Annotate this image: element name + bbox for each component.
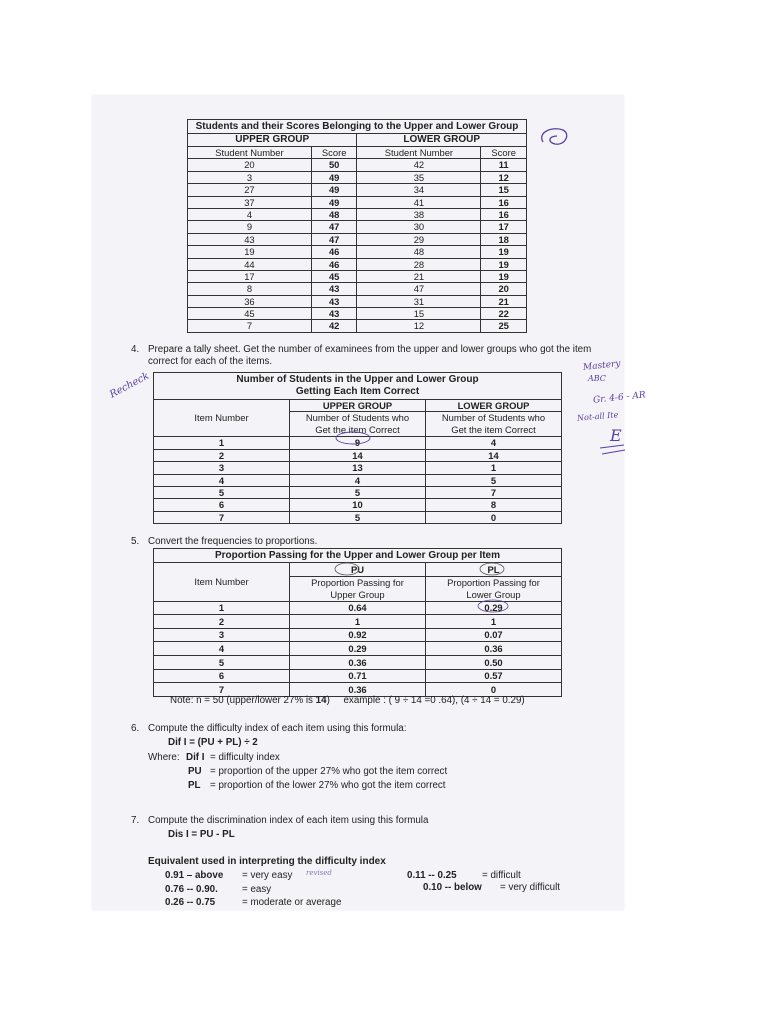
count-row-cell: 2 xyxy=(154,449,290,461)
score-row-cell: 47 xyxy=(311,221,357,233)
count-row-cell: 1 xyxy=(426,462,562,474)
note-example: example : ( 9 ÷ 14 =0 .64), (4 ÷ 14 = 0.29) xyxy=(343,695,525,706)
handwritten-note: Not-all Ite xyxy=(576,410,619,423)
score-row-cell: 45 xyxy=(188,308,312,320)
score-row-cell: 8 xyxy=(188,283,312,295)
score-row-cell: 41 xyxy=(357,196,481,208)
proportion-row-cell: 0.50 xyxy=(426,655,562,669)
score-row xyxy=(188,208,527,220)
score-row-cell: 31 xyxy=(357,295,481,307)
score-row-cell: 11 xyxy=(481,159,527,171)
proportion-row-cell: 7 xyxy=(154,683,290,697)
score-row-cell: 28 xyxy=(357,258,481,270)
def1-text: = difficulty index xyxy=(210,752,280,763)
upper-score-col: Score xyxy=(311,147,357,159)
count-row-cell: 1 xyxy=(154,437,290,449)
lower-group-header: LOWER GROUP xyxy=(426,400,562,412)
equiv-left-meaning-3: = moderate or average xyxy=(242,897,342,908)
score-row-cell: 19 xyxy=(481,246,527,258)
count-row xyxy=(154,449,562,461)
score-row xyxy=(188,233,527,245)
scores-table-title: Students and their Scores Belonging to the Upper and Lower Group xyxy=(188,120,527,134)
score-row-cell: 4 xyxy=(188,208,312,220)
score-row-cell: 42 xyxy=(311,320,357,332)
equiv-right-meaning-1: = difficult xyxy=(482,870,521,881)
pu-header: PU xyxy=(290,563,426,577)
proportion-row-cell: 0.07 xyxy=(426,628,562,642)
score-row-cell: 20 xyxy=(188,159,312,171)
upper-group-header: UPPER GROUP xyxy=(290,400,426,412)
score-row-cell: 36 xyxy=(188,295,312,307)
score-row-cell: 47 xyxy=(357,283,481,295)
score-row-cell: 43 xyxy=(188,233,312,245)
handwritten-circle-029 xyxy=(475,598,511,614)
score-row-cell: 45 xyxy=(311,270,357,282)
note-line xyxy=(170,695,525,706)
handwritten-circle-9 xyxy=(333,430,373,446)
proportion-row-cell: 3 xyxy=(154,628,290,642)
score-row-cell: 48 xyxy=(357,246,481,258)
handwritten-very-easy-note: revised xyxy=(306,869,332,877)
equiv-left-meaning-1: = very easy xyxy=(242,870,293,881)
lower-sub-line2: Get the item Correct xyxy=(451,424,536,436)
proportion-row-cell: 5 xyxy=(154,655,290,669)
step7-number: 7. xyxy=(131,815,140,826)
score-row-cell: 49 xyxy=(311,171,357,183)
handwritten-recheck: Recheck xyxy=(107,370,152,401)
step5-number: 5. xyxy=(131,536,140,547)
count-row-cell: 6 xyxy=(154,499,290,511)
proportion-row-cell: 1 xyxy=(154,601,290,615)
proportion-row-cell: 0.36 xyxy=(290,655,426,669)
handwritten-underline-strokes xyxy=(598,444,628,456)
score-row-cell: 37 xyxy=(188,196,312,208)
def2-term: PU xyxy=(188,766,202,777)
score-row-cell: 20 xyxy=(481,283,527,295)
proportion-row-cell: 0.29 xyxy=(290,642,426,656)
score-row-cell: 44 xyxy=(188,258,312,270)
proportion-row-cell: 0.29 xyxy=(426,601,562,615)
proportion-row xyxy=(154,642,562,656)
score-row-cell: 43 xyxy=(311,283,357,295)
correct-count-title-line2: Getting Each Item Correct xyxy=(295,386,420,397)
score-row xyxy=(188,295,527,307)
score-row-cell: 29 xyxy=(357,233,481,245)
lower-prop-line2: Lower Group xyxy=(466,588,521,600)
score-row-cell: 7 xyxy=(188,320,312,332)
score-row xyxy=(188,171,527,183)
count-row-cell: 7 xyxy=(154,511,290,523)
proportion-row-cell: 0.71 xyxy=(290,669,426,683)
upper-sub-line1: Number of Students who xyxy=(305,412,410,424)
where-label: Where: xyxy=(148,752,180,763)
score-row-cell: 46 xyxy=(311,258,357,270)
proportion-title: Proportion Passing for the Upper and Lower Group per Item xyxy=(154,549,562,563)
proportion-row-cell: 0.36 xyxy=(290,683,426,697)
correct-count-title xyxy=(154,373,562,400)
proportion-row-cell: 1 xyxy=(290,615,426,629)
score-row xyxy=(188,196,527,208)
lower-sub-header xyxy=(426,412,562,437)
score-row xyxy=(188,184,527,196)
score-row-cell: 46 xyxy=(311,246,357,258)
handwritten-e: E xyxy=(610,426,622,445)
proportion-row-cell: 0.57 xyxy=(426,669,562,683)
proportion-row-cell: 2 xyxy=(154,615,290,629)
note-prefix: Note: n = 50 (upper/lower 27% is xyxy=(170,695,316,706)
count-row-cell: 0 xyxy=(426,511,562,523)
score-row-cell: 9 xyxy=(188,221,312,233)
lower-group-header: LOWER GROUP xyxy=(357,134,527,147)
count-row-cell: 5 xyxy=(426,474,562,486)
count-row-cell: 9 xyxy=(290,437,426,449)
score-row-cell: 25 xyxy=(481,320,527,332)
step4-line2: correct for each of the items. xyxy=(148,356,273,367)
step4-number: 4. xyxy=(131,344,140,355)
note-bold: 14 xyxy=(315,695,327,706)
count-row xyxy=(154,511,562,523)
score-row-cell: 49 xyxy=(311,196,357,208)
handwritten-circle-pu xyxy=(332,561,362,577)
score-row-cell: 19 xyxy=(188,246,312,258)
proportion-row xyxy=(154,655,562,669)
count-row xyxy=(154,499,562,511)
upper-group-header: UPPER GROUP xyxy=(188,134,357,147)
correct-count-table xyxy=(153,372,562,524)
upper-proportion-header xyxy=(290,576,426,601)
difficulty-formula: Dif I = (PU + PL) ÷ 2 xyxy=(168,737,258,748)
score-row-cell: 50 xyxy=(311,159,357,171)
count-row-cell: 5 xyxy=(154,486,290,498)
score-row-cell: 19 xyxy=(481,270,527,282)
count-row xyxy=(154,474,562,486)
handwritten-circle-pl xyxy=(477,561,507,577)
equiv-right-meaning-2: = very difficult xyxy=(500,882,560,893)
score-row-cell: 21 xyxy=(481,295,527,307)
discrimination-formula: Dis I = PU - PL xyxy=(168,829,235,840)
score-row-cell: 12 xyxy=(357,320,481,332)
handwritten-abc: ABC xyxy=(588,374,606,383)
score-row-cell: 16 xyxy=(481,196,527,208)
score-row-cell: 35 xyxy=(357,171,481,183)
score-row xyxy=(188,258,527,270)
score-row-cell: 21 xyxy=(357,270,481,282)
step6-text: Compute the difficulty index of each item using this formula: xyxy=(148,723,407,734)
proportion-row xyxy=(154,628,562,642)
lower-sub-line1: Number of Students who xyxy=(441,412,546,424)
lower-student-col: Student Number xyxy=(357,147,481,159)
proportion-row-cell: 0.64 xyxy=(290,601,426,615)
score-row-cell: 49 xyxy=(311,184,357,196)
step6-number: 6. xyxy=(131,723,140,734)
score-row xyxy=(188,159,527,171)
score-row-cell: 15 xyxy=(357,308,481,320)
scores-table xyxy=(187,119,527,333)
score-row-cell: 43 xyxy=(311,295,357,307)
equiv-left-meaning-2: = easy xyxy=(242,884,272,895)
count-row-cell: 5 xyxy=(290,511,426,523)
equiv-right-range-1: 0.11 -- 0.25 xyxy=(407,870,457,881)
count-row xyxy=(154,462,562,474)
proportion-row xyxy=(154,615,562,629)
proportion-row-cell: 0.36 xyxy=(426,642,562,656)
count-row-cell: 13 xyxy=(290,462,426,474)
equiv-left-range-2: 0.76 -- 0.90. xyxy=(165,884,218,895)
score-row-cell: 27 xyxy=(188,184,312,196)
score-row-cell: 15 xyxy=(481,184,527,196)
count-row-cell: 4 xyxy=(290,474,426,486)
upper-sub-line2: Get the item Correct xyxy=(315,424,400,436)
count-row-cell: 4 xyxy=(154,474,290,486)
count-row-cell: 7 xyxy=(426,486,562,498)
score-row-cell: 19 xyxy=(481,258,527,270)
step4-line1: Prepare a tally sheet. Get the number of examinees from the upper and lower groups who got the item xyxy=(148,344,592,355)
upper-prop-line2: Upper Group xyxy=(330,588,385,600)
proportion-row-cell: 4 xyxy=(154,642,290,656)
def2-text: = proportion of the upper 27% who got the item correct xyxy=(210,766,448,777)
handwritten-circle-mark xyxy=(535,124,575,152)
item-number-header: Item Number xyxy=(154,563,290,602)
score-row-cell: 12 xyxy=(481,171,527,183)
count-row xyxy=(154,486,562,498)
def1-term: Dif I xyxy=(186,752,205,763)
count-row-cell: 4 xyxy=(426,437,562,449)
lower-prop-line1: Proportion Passing for xyxy=(447,576,540,588)
score-row-cell: 43 xyxy=(311,308,357,320)
count-row-cell: 3 xyxy=(154,462,290,474)
count-row-cell: 5 xyxy=(290,486,426,498)
score-row-cell: 3 xyxy=(188,171,312,183)
score-row-cell: 16 xyxy=(481,208,527,220)
upper-student-col: Student Number xyxy=(188,147,312,159)
proportion-row-cell: 1 xyxy=(426,615,562,629)
score-row-cell: 38 xyxy=(357,208,481,220)
score-row xyxy=(188,320,527,332)
step5-text: Convert the frequencies to proportions. xyxy=(148,536,318,547)
score-row xyxy=(188,221,527,233)
count-row-cell: 14 xyxy=(426,449,562,461)
proportion-row xyxy=(154,669,562,683)
note-suffix: ) xyxy=(326,695,330,706)
equiv-heading: Equivalent used in interpreting the difficulty index xyxy=(148,856,386,867)
correct-count-title-line1: Number of Students in the Upper and Lower Group xyxy=(236,374,479,385)
score-row-cell: 17 xyxy=(188,270,312,282)
proportion-row-cell: 0.92 xyxy=(290,628,426,642)
equiv-right-range-2: 0.10 -- below xyxy=(423,882,482,893)
score-row-cell: 47 xyxy=(311,233,357,245)
score-row-cell: 42 xyxy=(357,159,481,171)
step7-text: Compute the discrimination index of each item using this formula xyxy=(148,815,429,826)
def3-text: = proportion of the lower 27% who got the item correct xyxy=(210,780,446,791)
count-row-cell: 10 xyxy=(290,499,426,511)
def3-term: PL xyxy=(188,780,201,791)
score-row xyxy=(188,308,527,320)
score-row xyxy=(188,246,527,258)
item-number-header: Item Number xyxy=(154,400,290,437)
handwritten-grade: Gr. 4-6 - AR xyxy=(592,390,647,406)
count-row-cell: 8 xyxy=(426,499,562,511)
upper-prop-line1: Proportion Passing for xyxy=(311,576,404,588)
score-row-cell: 30 xyxy=(357,221,481,233)
score-row-cell: 18 xyxy=(481,233,527,245)
proportion-row-cell: 0 xyxy=(426,683,562,697)
handwritten-mastery: Mastery xyxy=(582,359,621,373)
score-row-cell: 17 xyxy=(481,221,527,233)
score-row-cell: 34 xyxy=(357,184,481,196)
score-row-cell: 22 xyxy=(481,308,527,320)
equiv-left-range-1: 0.91 – above xyxy=(165,870,224,881)
equiv-left-range-3: 0.26 -- 0.75 xyxy=(165,897,216,908)
score-row xyxy=(188,270,527,282)
proportion-row-cell: 6 xyxy=(154,669,290,683)
score-row xyxy=(188,283,527,295)
count-row-cell: 14 xyxy=(290,449,426,461)
score-row-cell: 48 xyxy=(311,208,357,220)
pl-header: PL xyxy=(426,563,562,577)
lower-score-col: Score xyxy=(481,147,527,159)
